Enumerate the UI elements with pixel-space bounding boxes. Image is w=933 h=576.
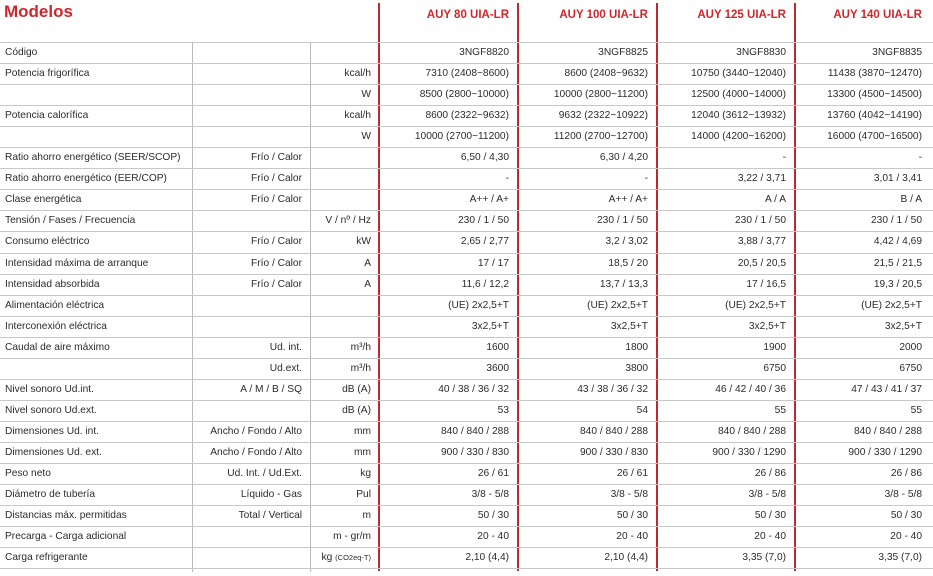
model-column-divider — [378, 3, 380, 571]
value-cell: 55 — [910, 405, 922, 416]
row-condition: Frío / Calor — [251, 258, 302, 269]
value-cell: 21,5 / 21,5 — [873, 258, 922, 269]
value-cell: 900 / 330 / 830 — [441, 447, 509, 458]
value-cell: 14000 (4200~16200) — [691, 131, 786, 142]
value-cell: 20 - 40 — [890, 531, 922, 542]
value-cell: 3,22 / 3,71 — [737, 173, 786, 184]
value-cell: 900 / 330 / 1290 — [712, 447, 786, 458]
value-cell: 3x2,5+T — [610, 321, 648, 332]
row-unit: A — [364, 258, 371, 269]
column-divider — [192, 42, 193, 572]
row-label: Código — [5, 47, 38, 58]
value-cell: 3NGF8830 — [736, 47, 786, 58]
row-condition: Frío / Calor — [251, 194, 302, 205]
row-label: Interconexión eléctrica — [5, 321, 107, 332]
row-label: Alimentación eléctrica — [5, 300, 105, 311]
row-divider — [0, 526, 933, 527]
row-label: Dimensiones Ud. int. — [5, 426, 99, 437]
value-cell: 46 / 42 / 40 / 36 — [715, 384, 786, 395]
value-cell: 900 / 330 / 830 — [580, 447, 648, 458]
value-cell: (UE) 2x2,5+T — [861, 300, 922, 311]
value-cell: 55 — [774, 405, 786, 416]
value-cell: 2,65 / 2,77 — [460, 236, 509, 247]
row-label: Carga refrigerante — [5, 552, 88, 563]
value-cell: 6750 — [763, 363, 786, 374]
value-cell: (UE) 2x2,5+T — [448, 300, 509, 311]
value-cell: 10000 (2800~11200) — [553, 89, 648, 100]
value-cell: 3x2,5+T — [884, 321, 922, 332]
row-condition: Frío / Calor — [251, 173, 302, 184]
row-condition: Frío / Calor — [251, 279, 302, 290]
value-cell: 53 — [497, 405, 509, 416]
value-cell: 3,2 / 3,02 — [605, 236, 648, 247]
value-cell: 13300 (4500~14500) — [827, 89, 922, 100]
value-cell: 6750 — [899, 363, 922, 374]
row-label: Ratio ahorro energético (SEER/SCOP) — [5, 152, 181, 163]
value-cell: - — [782, 152, 786, 163]
value-cell: 3,35 (7,0) — [878, 552, 922, 563]
value-cell: (UE) 2x2,5+T — [725, 300, 786, 311]
row-label: Nivel sonoro Ud.int. — [5, 384, 94, 395]
value-cell: 50 / 30 — [890, 510, 922, 521]
value-cell: - — [505, 173, 509, 184]
value-cell: 3NGF8820 — [459, 47, 509, 58]
value-cell: 43 / 38 / 36 / 32 — [577, 384, 648, 395]
value-cell: 20 - 40 — [754, 531, 786, 542]
row-unit: m³/h — [350, 363, 371, 374]
value-cell: 230 / 1 / 50 — [597, 215, 648, 226]
row-label: Nivel sonoro Ud.ext. — [5, 405, 97, 416]
row-condition: Ancho / Fondo / Alto — [210, 447, 302, 458]
value-cell: 3,88 / 3,77 — [737, 236, 786, 247]
row-condition: Líquido - Gas — [240, 489, 302, 500]
value-cell: 2,10 (4,4) — [604, 552, 648, 563]
value-cell: A / A — [765, 194, 786, 205]
model-column-divider — [794, 3, 796, 571]
value-cell: 3800 — [625, 363, 648, 374]
row-unit — [322, 547, 371, 568]
value-cell: A++ / A+ — [608, 194, 648, 205]
value-cell: 3x2,5+T — [471, 321, 509, 332]
row-unit: dB (A) — [342, 405, 371, 416]
row-label: Ratio ahorro energético (EER/COP) — [5, 173, 167, 184]
row-unit: V / nº / Hz — [325, 215, 371, 226]
row-label: Precarga - Carga adicional — [5, 531, 127, 542]
row-label: Intensidad absorbida — [5, 279, 100, 290]
value-cell: 2,10 (4,4) — [465, 552, 509, 563]
value-cell: B / A — [900, 194, 922, 205]
value-cell: 10750 (3440~12040) — [691, 68, 786, 79]
page-title: Modelos — [4, 2, 73, 21]
row-unit: mm — [354, 426, 371, 437]
value-cell: 8600 (2322~9632) — [425, 110, 509, 121]
value-cell: 3,35 (7,0) — [742, 552, 786, 563]
row-unit: m — [362, 510, 371, 521]
row-unit: m - gr/m — [333, 531, 371, 542]
value-cell: 3/8 - 5/8 — [884, 489, 922, 500]
model-header: AUY 140 UIA-LR — [833, 9, 922, 21]
value-cell: 26 / 86 — [890, 468, 922, 479]
row-condition: Ancho / Fondo / Alto — [210, 426, 302, 437]
row-label: Dimensiones Ud. ext. — [5, 447, 102, 458]
row-unit: Pul — [356, 489, 371, 500]
value-cell: - — [644, 173, 648, 184]
value-cell: 50 / 30 — [754, 510, 786, 521]
value-cell: 6,30 / 4,20 — [599, 152, 648, 163]
row-condition: Frío / Calor — [251, 236, 302, 247]
row-label: Distancias máx. permitidas — [5, 510, 127, 521]
value-cell: 1600 — [486, 342, 509, 353]
value-cell: 26 / 61 — [477, 468, 509, 479]
value-cell: 9632 (2322~10922) — [558, 110, 648, 121]
row-label: Caudal de aire máximo — [5, 342, 110, 353]
value-cell: 40 / 38 / 36 / 32 — [438, 384, 509, 395]
value-cell: 20 - 40 — [616, 531, 648, 542]
row-condition: Frío / Calor — [251, 152, 302, 163]
value-cell: 4,42 / 4,69 — [873, 236, 922, 247]
row-unit: dB (A) — [342, 384, 371, 395]
column-divider — [310, 42, 311, 572]
value-cell: 230 / 1 / 50 — [735, 215, 786, 226]
value-cell: 50 / 30 — [477, 510, 509, 521]
value-cell: 3/8 - 5/8 — [471, 489, 509, 500]
row-unit: kcal/h — [344, 68, 371, 79]
row-divider — [0, 568, 933, 569]
model-header: AUY 100 UIA-LR — [559, 9, 648, 21]
model-column-divider — [517, 3, 519, 571]
row-divider — [0, 189, 933, 190]
value-cell: 840 / 840 / 288 — [718, 426, 786, 437]
row-divider — [0, 463, 933, 464]
value-cell: 47 / 43 / 41 / 37 — [851, 384, 922, 395]
value-cell: 20 - 40 — [477, 531, 509, 542]
row-divider — [0, 484, 933, 485]
row-divider — [0, 400, 933, 401]
row-label: Potencia frigorífica — [5, 68, 90, 79]
value-cell: 3600 — [486, 363, 509, 374]
unit-note: (CO2eq-T) — [335, 553, 371, 562]
value-cell: 54 — [636, 405, 648, 416]
row-unit: W — [361, 89, 371, 100]
value-cell: 26 / 61 — [616, 468, 648, 479]
value-cell: 8600 (2408~9632) — [564, 68, 648, 79]
row-condition: Ud.ext. — [269, 363, 302, 374]
row-unit: kg — [360, 468, 371, 479]
value-cell: (UE) 2x2,5+T — [587, 300, 648, 311]
value-cell: 12040 (3612~13932) — [691, 110, 786, 121]
value-cell: 8500 (2800~10000) — [419, 89, 509, 100]
value-cell: 11200 (2700~12700) — [553, 131, 648, 142]
row-label: Peso neto — [5, 468, 51, 479]
value-cell: 3NGF8835 — [872, 47, 922, 58]
value-cell: 10000 (2700~11200) — [414, 131, 509, 142]
value-cell: 11438 (3870~12470) — [827, 68, 922, 79]
value-cell: 17 / 16,5 — [746, 279, 786, 290]
value-cell: 900 / 330 / 1290 — [848, 447, 922, 458]
value-cell: 12500 (4000~14000) — [691, 89, 786, 100]
row-condition: Ud. Int. / Ud.Ext. — [227, 468, 302, 479]
row-unit: m³/h — [350, 342, 371, 353]
value-cell: 50 / 30 — [616, 510, 648, 521]
value-cell: 3x2,5+T — [748, 321, 786, 332]
model-column-divider — [656, 3, 658, 571]
row-label: Clase energética — [5, 194, 82, 205]
row-unit: A — [364, 279, 371, 290]
value-cell: 20,5 / 20,5 — [737, 258, 786, 269]
value-cell: 230 / 1 / 50 — [458, 215, 509, 226]
row-unit: W — [361, 131, 371, 142]
row-divider — [0, 505, 933, 506]
value-cell: 13,7 / 13,3 — [599, 279, 648, 290]
value-cell: - — [918, 152, 922, 163]
value-cell: 17 / 17 — [477, 258, 509, 269]
row-condition: Total / Vertical — [238, 510, 302, 521]
value-cell: 2000 — [899, 342, 922, 353]
row-condition: A / M / B / SQ — [240, 384, 302, 395]
row-unit: kW — [356, 236, 371, 247]
value-cell: 840 / 840 / 288 — [441, 426, 509, 437]
value-cell: 18,5 / 20 — [608, 258, 648, 269]
value-cell: 1900 — [763, 342, 786, 353]
unit-main: kg — [321, 552, 333, 563]
row-divider — [0, 358, 933, 359]
row-unit: mm — [354, 447, 371, 458]
value-cell: 11,6 / 12,2 — [461, 279, 509, 290]
row-label: Diámetro de tubería — [5, 489, 96, 500]
value-cell: 3,01 / 3,41 — [873, 173, 922, 184]
value-cell: 19,3 / 20,5 — [873, 279, 922, 290]
value-cell: 16000 (4700~16500) — [827, 131, 922, 142]
row-label: Consumo eléctrico — [5, 236, 90, 247]
row-label: Intensidad máxima de arranque — [5, 258, 149, 269]
value-cell: 840 / 840 / 288 — [854, 426, 922, 437]
row-condition: Ud. int. — [269, 342, 302, 353]
value-cell: 3/8 - 5/8 — [610, 489, 648, 500]
value-cell: 13760 (4042~14190) — [827, 110, 922, 121]
row-label: Potencia calorífica — [5, 110, 89, 121]
value-cell: 3/8 - 5/8 — [748, 489, 786, 500]
value-cell: 3NGF8825 — [598, 47, 648, 58]
value-cell: 840 / 840 / 288 — [580, 426, 648, 437]
row-unit: kcal/h — [344, 110, 371, 121]
value-cell: 26 / 86 — [754, 468, 786, 479]
value-cell: 7310 (2408~8600) — [425, 68, 509, 79]
row-label: Tensión / Fases / Frecuencia — [5, 215, 136, 226]
model-header: AUY 80 UIA-LR — [426, 9, 509, 21]
value-cell: 230 / 1 / 50 — [871, 215, 922, 226]
value-cell: A++ / A+ — [469, 194, 509, 205]
value-cell: 1800 — [625, 342, 648, 353]
value-cell: 6,50 / 4,30 — [460, 152, 509, 163]
model-header: AUY 125 UIA-LR — [697, 9, 786, 21]
row-divider — [0, 337, 933, 338]
row-divider — [0, 316, 933, 317]
